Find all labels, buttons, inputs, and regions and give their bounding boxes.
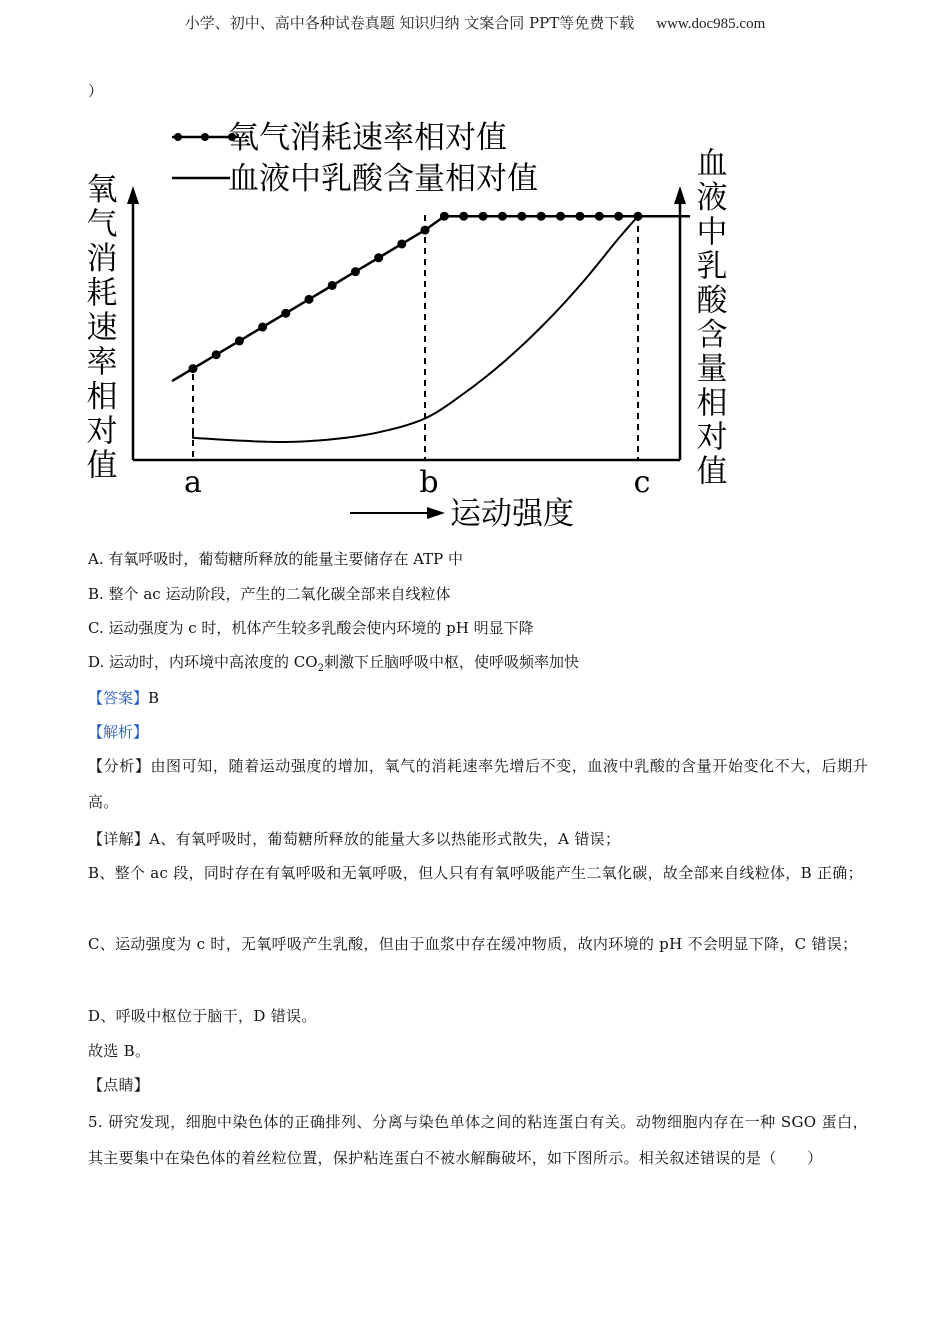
o2-point-2 xyxy=(235,336,244,345)
xiangjie-paragraph xyxy=(88,821,868,857)
x-tick-b: b xyxy=(419,465,439,500)
o2-point-12 xyxy=(459,212,468,221)
x-axis-label: 运动强度 xyxy=(450,496,574,532)
answer-label: 【答案】 xyxy=(88,689,149,707)
legend-o2: 氧气消耗速率相对值 xyxy=(228,120,507,156)
o2-point-17 xyxy=(556,212,565,221)
chart xyxy=(80,112,740,536)
x-tick-a: a xyxy=(184,465,202,500)
option-b: B. 整个 ac 运动阶段，产生的二氧化碳全部来自线粒体 xyxy=(88,585,451,603)
y-axis-left-label: 氧气消耗速率相对值 xyxy=(86,172,118,484)
o2-point-7 xyxy=(351,267,360,276)
option-c: C. 运动强度为 c 时，机体产生较多乳酸会使内环境的 pH 明显下降 xyxy=(88,619,534,637)
axes xyxy=(127,186,686,460)
option-d xyxy=(88,651,579,680)
o2-point-10 xyxy=(421,226,430,235)
conclusion: 故选 B。 xyxy=(88,1042,151,1060)
o2-point-9 xyxy=(397,239,406,248)
y-axis-right-label: 血液中乳酸含量相对值 xyxy=(696,146,728,490)
dianjing-label: 【点睛】 xyxy=(88,1076,150,1094)
option-d-sub: 2 xyxy=(317,663,324,674)
o2-point-8 xyxy=(374,253,383,262)
fenxi-text: 由图可知，随着运动强度的增加，氧气的消耗速率先增后不变，血液中乳酸的含量开始变化不大，后期升高。 xyxy=(88,757,869,811)
page-header xyxy=(0,12,950,33)
o2-point-5 xyxy=(305,295,314,304)
xiangjie-label: 【详解】 xyxy=(88,830,150,848)
xiangjie-text: A、有氧呼吸时，葡萄糖所释放的能量大多以热能形式散失，A 错误； xyxy=(149,830,621,848)
legend xyxy=(172,120,538,197)
fenxi-label: 【分析】 xyxy=(88,757,151,775)
closing-paren: ） xyxy=(88,82,104,100)
x-axis-arrow xyxy=(350,507,445,519)
o2-point-15 xyxy=(517,212,526,221)
o2-point-6 xyxy=(328,281,337,290)
detail-d: D、呼吸中枢位于脑干，D 错误。 xyxy=(88,1007,317,1025)
o2-point-3 xyxy=(258,323,267,332)
option-a: A. 有氧呼吸时，葡萄糖所释放的能量主要储存在 ATP 中 xyxy=(88,550,464,568)
o2-point-0 xyxy=(189,364,198,373)
legend-lactate: 血液中乳酸含量相对值 xyxy=(228,161,538,197)
o2-series-line xyxy=(172,216,690,381)
o2-point-13 xyxy=(479,212,488,221)
o2-point-16 xyxy=(537,212,546,221)
o2-point-20 xyxy=(614,212,623,221)
x-tick-c: c xyxy=(633,465,651,500)
o2-point-19 xyxy=(595,212,604,221)
o2-point-18 xyxy=(575,212,584,221)
analysis-label: 【解析】 xyxy=(88,723,149,741)
option-d-post: 刺激下丘脑呼吸中枢，使呼吸频率加快 xyxy=(323,653,579,671)
o2-point-1 xyxy=(212,350,221,359)
question-5: 5. 研究发现，细胞中染色体的正确排列、分离与染色单体之间的粘连蛋白有关。动物细胞内存在一种 SGO 蛋白，其主要集中在染色体的着丝粒位置，保护粘连蛋白不被水解酶破坏，如下图所示。相关叙述错误的是（ ） xyxy=(88,1113,868,1167)
option-d-pre: D. 运动时，内环境中高浓度的 CO xyxy=(88,653,318,671)
answer-value: B xyxy=(148,689,160,707)
detail-c: C、运动强度为 c 时，无氧呼吸产生乳酸，但由于血浆中存在缓冲物质，故内环境的 pH 不会明显下降，C 错误； xyxy=(88,935,858,953)
fenxi-paragraph xyxy=(88,748,868,820)
o2-point-4 xyxy=(281,309,290,318)
answer xyxy=(88,687,159,709)
detail-b: B、整个 ac 段，同时存在有氧呼吸和无氧呼吸，但人只有有氧呼吸能产生二氧化碳，故全部来自线粒体，B 正确； xyxy=(88,864,863,882)
o2-point-11 xyxy=(440,212,449,221)
o2-point-14 xyxy=(498,212,507,221)
header-site[interactable]: www.doc985.com xyxy=(656,16,766,32)
header-text: 小学、初中、高中各种试卷真题 知识归纳 文案合同 PPT等免费下载 xyxy=(184,14,635,32)
